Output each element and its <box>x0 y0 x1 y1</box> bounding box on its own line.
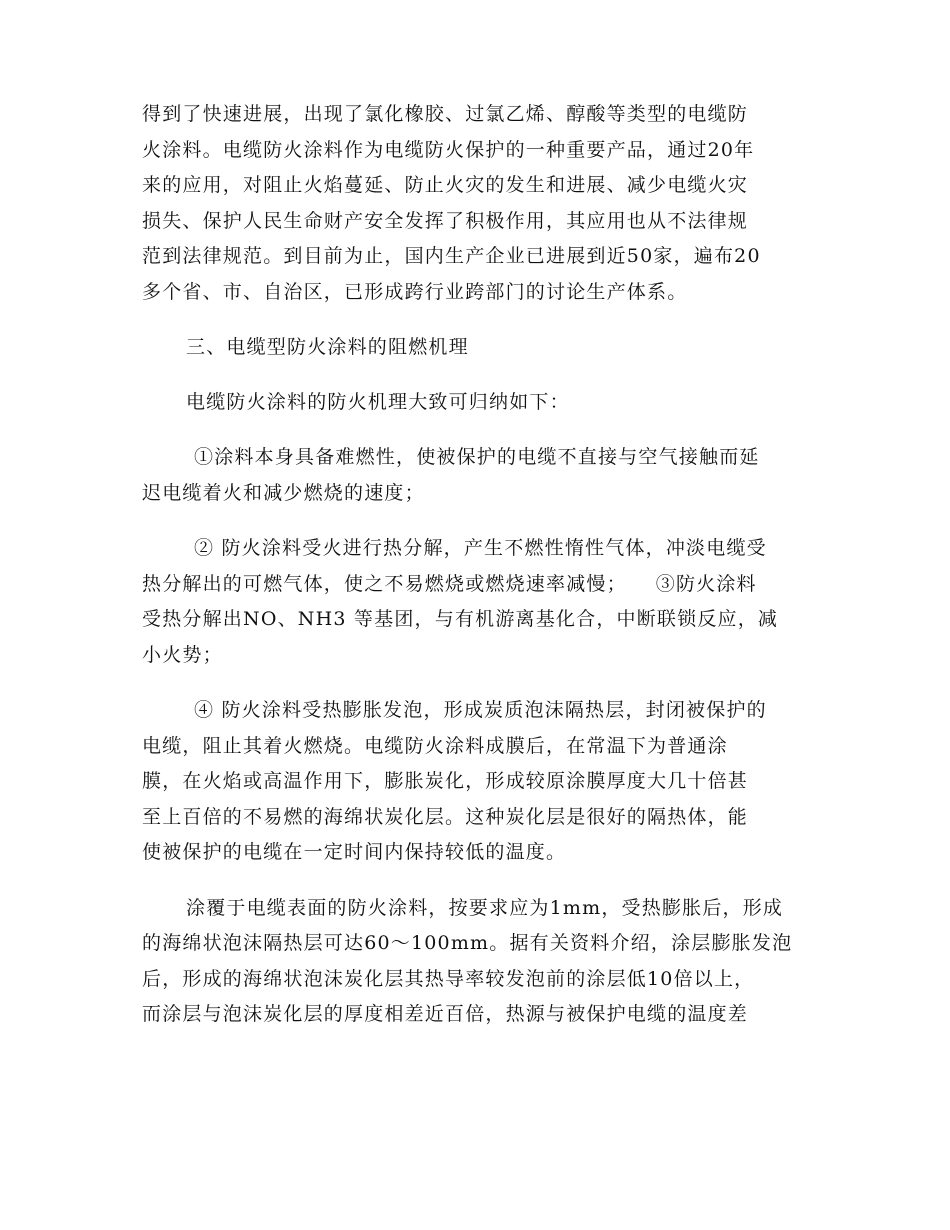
paragraph-coating-thickness <box>142 891 812 1033</box>
list-item-4 <box>142 693 812 871</box>
text-line: 来的应用，对阻止火焰蔓延、防止火灾的发生和进展、减少电缆火灾 <box>142 174 749 196</box>
text-line: 电缆，阻止其着火燃烧。电缆防火涂料成膜后，在常温下为普通涂 <box>142 734 728 757</box>
text-line: 损失、保护人民生命财产安全发挥了积极作用，其应用也从不法律规 <box>142 209 749 232</box>
paragraph-intro-history <box>142 97 812 310</box>
text-line: 火涂料。电缆防火涂料作为电缆防火保护的一种重要产品，通过20年 <box>142 138 755 161</box>
text-line: ② 防火涂料受火进行热分解，产生不燃性惰性气体，冲淡电缆受 <box>194 537 767 559</box>
text-line: ①涂料本身具备难燃性，使被保护的电缆不直接与空气接触而延 <box>194 446 760 468</box>
text-line: 后，形成的海绵状泡沫炭化层其热导率较发泡前的涂层低10倍以上， <box>142 967 755 990</box>
text-line: 迟电缆着火和减少燃烧的速度； <box>142 481 425 504</box>
text-line: 范到法律规范。到目前为止，国内生产企业已进展到近50家，遍布20 <box>142 245 761 267</box>
text-line: 热分解出的可燃气体，使之不易燃烧或燃烧速率减慢； ③防火涂料 <box>142 572 757 595</box>
document-page <box>142 97 812 1053</box>
text-line: 受热分解出NO、NH3 等基团，与有机游离基化合，中断联锁反应，减 <box>142 608 779 630</box>
text-line: 而涂层与泡沫炭化层的厚度相差近百倍，热源与被保护电缆的温度差 <box>142 1003 749 1025</box>
list-item-2 <box>142 531 812 673</box>
text-line: 电缆防火涂料的防火机理大致可归纳如下： <box>186 390 570 413</box>
text-line: 多个省、市、自治区，已形成跨行业跨部门的讨论生产体系。 <box>142 280 688 303</box>
text-line: 膜，在火焰或高温作用下，膨胀炭化，形成较原涂膜厚度大几十倍甚 <box>142 770 749 792</box>
list-item-1 <box>142 440 812 511</box>
text-line: 至上百倍的不易燃的海绵状炭化层。这种炭化层是很好的隔热体，能 <box>142 805 749 828</box>
text-line: 小火势； <box>142 643 223 666</box>
text-line: ④ 防火涂料受热膨胀发泡，形成炭质泡沫隔热层，封闭被保护的 <box>194 699 767 721</box>
section-heading: 三、电缆型防火涂料的阻燃机理 <box>186 336 469 358</box>
text-line: 的海绵状泡沫隔热层可达60～100mm。据有关资料介绍，涂层膨胀发泡 <box>142 932 793 954</box>
paragraph-mechanism-intro <box>142 385 812 421</box>
text-line: 使被保护的电缆在一定时间内保持较低的温度。 <box>142 841 567 863</box>
text-line: 得到了快速进展，出现了氯化橡胶、过氯乙烯、醇酸等类型的电缆防 <box>142 103 749 125</box>
text-line: 涂覆于电缆表面的防火涂料，按要求应为1mm，受热膨胀后，形成 <box>186 896 784 919</box>
